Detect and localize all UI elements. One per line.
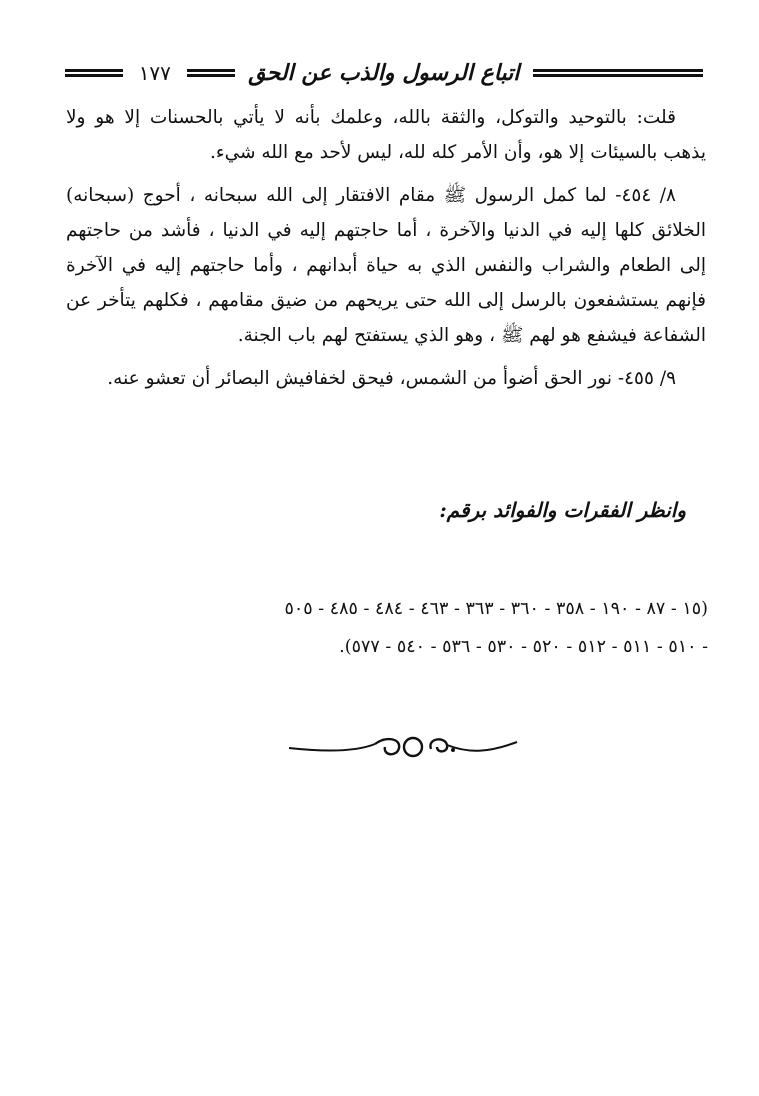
header-rule-left xyxy=(65,69,123,77)
reference-line: - ٥١٠ - ٥١١ - ٥١٢ - ٥٢٠ - ٥٣٠ - ٥٣٦ - ٥٤٠ - ٥٧٧). xyxy=(339,637,708,657)
header-rule-right xyxy=(533,69,703,77)
see-also-heading: وانظر الفقرات والفوائد برقم: xyxy=(439,498,686,522)
text-line: يذهب بالسيئات إلا هو، وأن الأمر كله لله، ليس لأحد مع الله شيء. xyxy=(209,142,706,163)
page-number: ١٧٧ xyxy=(138,61,171,85)
ornament-divider-icon xyxy=(285,730,520,764)
paragraph-intro xyxy=(66,100,706,170)
text-line: الذي يستفتح لهم باب الجنة. xyxy=(237,325,450,346)
paragraph-455 xyxy=(66,361,706,396)
text-line: حاجتهم إليه في الآخرة فإنهم يستشفعون بالرسل إلى الله حتى يريحهم من xyxy=(66,255,706,311)
reference-list xyxy=(66,590,708,666)
body-text xyxy=(66,100,706,396)
text-line: ٩/ ٤٥٥- نور الحق أضوأ من الشمس، فيحق لخفافيش البصائر أن تعشو عنه. xyxy=(107,368,676,389)
header-rule-middle xyxy=(187,69,235,77)
running-header xyxy=(65,52,703,94)
text-line: (سبحانه) الخلائق كلها إليه في الدنيا والآخرة ، أما حاجتهم إليه في الدنيا ، xyxy=(66,185,706,241)
text-line: ٨/ ٤٥٤- لما كمل الرسول ﷺ مقام الافتقار إلى الله سبحانه ، أحوج xyxy=(142,185,676,206)
text-line: فأشد من حاجتهم إلى الطعام والشراب والنفس الذي به حياة أبدانهم ، وأما xyxy=(66,220,706,276)
paragraph-454 xyxy=(66,178,706,353)
reference-line: (١٥ - ٨٧ - ١٩٠ - ٣٥٨ - ٣٦٠ - ٣٦٣ - ٤٦٣ - ٤٨٤ - ٤٨٥ - ٥٠٥ xyxy=(284,599,708,619)
text-line: قلت: بالتوحيد والتوكل، والثقة بالله، وعلمك بأنه لا يأتي بالحسنات إلا هو ولا xyxy=(66,107,676,128)
text-line: ضيق مقامهم ، فكلهم يتأخر عن الشفاعة فيشفع هو لهم ﷺ ، وهو xyxy=(66,290,706,346)
running-title: اتباع الرسول والذب عن الحق xyxy=(248,60,520,86)
